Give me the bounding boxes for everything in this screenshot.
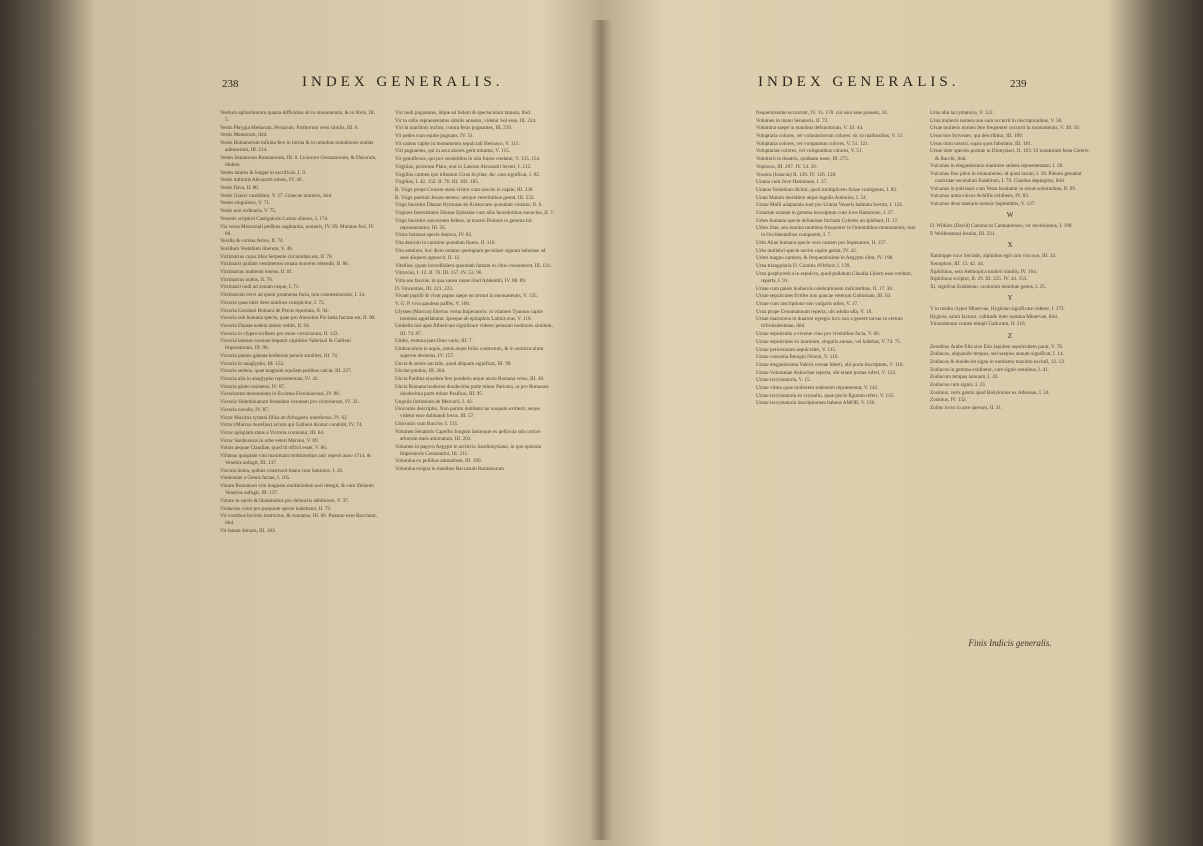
index-entry: Unicornis descriptio, Non parum dubitatur an unquam extiterit, neque videtur esse dubitandi locus, III. 57. (395, 406, 540, 420)
index-entry: Urnae marmorea in duarum egregio loco suo a genere tarvae in certum trifrotisdesimae, ibid. (756, 316, 903, 330)
left-page (70, 40, 590, 830)
index-entry: Vomitorii in theatris, quidnam esset, III. 275. (756, 156, 850, 163)
index-entry: Hygieia, saluti facturo, valtitudo inter nomina Minervae, ibid. (930, 313, 1059, 320)
index-entry: Vir pedes cum equite pugnans, IV. 51. (395, 133, 474, 140)
index-entry: Voluptaria colores, vel voluntariorum colores: sic in marbusibus, V. 51. (756, 133, 904, 140)
index-entry: Umbraculum in aquis, ramis atque foliis contextum, & in semicirculum superne desinens, IV. 157. (395, 345, 544, 360)
index-entry: Victoria in clypeo scribens pro more victoriarum, II. 123. (220, 330, 339, 337)
index-entry: Zodiacus & duodecim signa in numismo maximo exclufi, 12. 13. (930, 359, 1066, 365)
index-entry: D. Vincentius, III. 221. 223. (395, 285, 454, 292)
index-entry: Vestis non ordinaria, V. 75. (220, 208, 277, 215)
left-running-head (70, 74, 590, 96)
index-entry: Urnae sepulcrales ex marmore, singulis aureas, vel habebat, V. 74. 75. (756, 338, 902, 345)
index-entry: Uncia Romana hodierna duodecima parte minor Parisina, ut pro Romanus duodecima parte minor Pasifino, III. 95. (395, 383, 549, 397)
index-entry: Victimarum cervi ad quem juramenta facta, non commemoratur, I. 34. (220, 292, 366, 299)
index-entry: Vestis Graeci candidum, V. 27. Graecae mulieris, ibid. (220, 192, 333, 199)
left-column-1 (220, 110, 380, 536)
index-entry: Victimarius nudus, II. 76. (220, 276, 273, 283)
index-entry: Urnae sepulcrales fictiles non paucae veterum Galloniam, III. 63. (756, 293, 892, 300)
index-entry: Vestes singulares, V. 71. (220, 200, 271, 207)
index-entry: Victor Maxima tyranni filius ab Arbogasto interfectus, IV. 62. (220, 414, 348, 421)
index-entry: Virgilius carmen ipsi tributum Cirus Scyllae, &c. non significat, I. 82. (395, 171, 540, 178)
index-entry: Urnae cum inscriptione non vulgaris stiles, V. 17. (756, 301, 859, 307)
index-entry: Victoria Valentinianum ferandum coronam pro victoriarum, IV. 32. (220, 399, 359, 406)
index-entry: Vestes Senatorum Romanorum, III. 8. Lictorum Germanorum, & Dacorum, ibidem. (220, 154, 377, 169)
index-entry: Xiphilinus scriptor, II. 29. III. 225. IV. 44. 153. (930, 276, 1028, 283)
index-entry: Urbes magno numero, & frequentissime in Aegypto olim, IV. 198. (756, 255, 894, 262)
index-entry: Vopiscus, III. 207. IV. 54. 56. (756, 163, 818, 170)
index-entry: Volumina exigua in manibus Baccarum Romanorum (395, 465, 504, 472)
index-entry: Vir in cello repraesentatus similis annatus, videtur Sol esse, III. 224. (395, 117, 537, 124)
index-entry: Urna prope Cenomannum reperta, ubi adulta olla, V. 18. (756, 308, 873, 315)
index-letter-heading: Y (1007, 293, 1013, 302)
index-entry: Vulcanus fine pileo in monumento, id quod rarum, I. 58. Pileum gestabat caniculae secundum Eusebium, I. 79. Claudus depingitur, ibid. (930, 170, 1082, 184)
index-entry: Vir cantus capite in monumento sepulcrali Hetrusco, V. 115. (395, 140, 520, 147)
index-entry: Urna alia lacrymatoria, V. 122. (930, 110, 994, 116)
index-entry: Voluptariae colores, vel voluptatibus colores, V. 51. (756, 148, 863, 155)
index-entry: P. Wolfenstaud Jesuita, III. 221. (930, 230, 996, 237)
index-entry: Urani Maium meridiem atque Iugulis Aulonius, I. 54. (756, 194, 867, 201)
right-running-head (610, 74, 1130, 96)
index-entry: Vossius (Isaacus) II. 129. IV. 126. 128. (756, 171, 837, 178)
index-entry: Vestis militaris Alexandri nitens, IV. 46. (220, 177, 303, 184)
index-entry: Unguila fortissium de Mercurii, I. 42. (395, 398, 474, 405)
index-entry: Urnae cum paleis hodiernis celebrationem indicantibus, II. 17. 38. (756, 285, 894, 292)
index-entry: Volumina ex pellibus animalium, III. 209. (395, 458, 482, 465)
index-entry: Urna triangularia D. Comitis d'Orford, I. 139. (756, 263, 851, 270)
index-entry: Urnae Volumniae Antiochae reperta, ubi etiam portae inferi, V. 122. (756, 369, 897, 376)
index-entry: Victor Sardicensis in urbe veteri Mersini, V. 89. (220, 437, 319, 444)
index-entry: Vestium aptissimarum quanta difficultas sit in monumentis, & in libris, III. 5. (220, 110, 376, 124)
right-column-1 (756, 110, 916, 408)
index-entry: Urnae sepulcralis a vivente vino pro viventibus facta, V. 66. (756, 331, 880, 338)
index-entry: Volumen in manu Senatoris, II. 72. (756, 117, 829, 124)
index-entry: Vulcanus deus tutelaris mensis Septembris, V. 127. (930, 201, 1036, 208)
index-entry: Vir cornibus bovinis instructus, & cunuatus, III. 86. Panarae esse Bacchum, ibid. (220, 513, 377, 527)
index-entry: Xiphilinus, sera Aethiopica mulieri similis, IV. 164. (930, 268, 1038, 275)
index-entry: Viri nudi pugnantes, idque ad ludum & spectaculum tantum, ibid. (395, 110, 531, 116)
index-entry: Virgilius, pictorum Plato, erat in Lateran Alexandri Severi, I. 212. (395, 163, 532, 170)
index-entry: Victimarii quidam vestimentis ornata muorem obtendit, II. 86. (220, 261, 350, 268)
finis-line: Finis Indicis generalis. (968, 638, 1052, 648)
index-entry: Vivant pupilli & vivat pupus saepe occurrunt in monumentis, V. 135. (395, 293, 538, 300)
index-entry: Ursae mulieris nomen fere frequenter occurrit in monumentis, V. 49. 50. (930, 125, 1080, 132)
index-entry: Vulcanus in elegantissimo marmore sedens repraesentatur, I. 58. (930, 163, 1064, 170)
index-letter-heading: W (1006, 211, 1014, 220)
index-entry: Victoria pennis galeata hodiernis pennis similiter, III. 74. (220, 353, 339, 360)
index-entry: Victoria Dianae eadem tamen reddit, II. 94. (220, 322, 310, 329)
index-entry: Urnae lacrymatoria ex crystallo, quae piscis figuram refert, V. 135. (756, 392, 895, 399)
index-entry: Urnae Mulli adaptanda sunt pro Urania Veneris habitata fuerint, I. 124. (756, 202, 903, 209)
index-entry: Ursus olim orsorii, supra quos fabulatur, III. 181. (930, 140, 1032, 147)
index-entry: Victimarius malleum tenens, II. 81. (220, 269, 294, 276)
index-entry: Viri in machinis inclusi, contra feras pugnantes, III. 239. (395, 125, 513, 132)
index-entry: Victoria laureas coronas imponit capitibus Valeriani & Gallieni Imperatorum, III. 98. (220, 338, 351, 352)
index-entry: Victoria sub humana specie, quae pro Antonino Pio laeta factum est, II. 90. (220, 315, 376, 322)
index-entry: Urnae elegantissima Valerii vernae liberti, ubi porta inscriptum, V. 118. (756, 361, 904, 368)
index-entry: Vestis Phrygia Medorum, Persarum, Parthorum vesti similis, III. 8. (220, 124, 359, 131)
index-entry: B. Virgo puerum Jesum tenens: utrique veterimibus gestat, III. 233. (395, 194, 535, 201)
right-page (610, 40, 1130, 830)
index-entry: Vulcanus in pulvinari cum Vesta locabatur in sexus solemnibus, II. 99. (930, 185, 1077, 192)
index-entry: Villanus quispiam vini maximam multimodum auri reperit anno 1714, & Venetiis aufugit, III. 137. (220, 452, 371, 467)
index-entry: Zosimus, IV. 132. (930, 397, 967, 404)
index-entry: Urna porphyretica in sepulcro, quod pullatum Claudia Liberti esse creditur, reperta, I. 91. (756, 270, 913, 284)
index-entry: Victoria quae inter deos marinos conspicitur, I. 72. (220, 299, 325, 306)
index-entry: D. Wilkins (David) Canonicus Cantuariensis, vir doctissimus, I. 198. (930, 223, 1073, 230)
index-entry: Urnariae notatae in gemma insculptum cum Jove Hammone, I. 37. (756, 209, 895, 216)
index-entry: Vestis flava, II. 80. (220, 185, 260, 192)
left-column-2 (395, 110, 555, 474)
index-entry: Vexillum Vestalium liberum, V. 48. (220, 246, 294, 252)
index-entry: Vitruvius, I. 12. II. 76. III. 157. IV. 53. 96. (395, 270, 483, 277)
left-page-number: 238 (222, 78, 239, 90)
index-entry: Urnae lacrymatoria, V. 15. (756, 377, 811, 384)
index-entry: Zodiacus cum signis, I. 23. (930, 382, 987, 389)
index-entry: Zodiacum tempus annuum, I. 43. (930, 374, 999, 381)
index-entry: Umbo, externa pars fimo varie, III. 7. (395, 338, 473, 345)
index-entry: Vincula lintea, quibus construxit manu cum Saturnus, I. 26. (220, 467, 344, 474)
index-entry: Vindemiae a Gemis factae, I. 165. (220, 475, 291, 482)
right-page-number: 239 (1010, 78, 1027, 90)
index-entry: Virgo facerdos unicornem fedens, ut mortis Dolonis in gemma hic repraesentatur, III. 56. (395, 217, 533, 231)
index-entry: Victoriarum monumenta in Ecclesia Flaviniacensi, IV. 86. (220, 391, 341, 398)
index-entry: Virgilius, I. 42. 152. II. 76. III. 182. 185. (395, 179, 480, 186)
index-entry: Vinum Romanum vim magnam multimodum auri detegit, & cum ifielanto Venerias aufugit, III. 137. (220, 483, 374, 497)
index-entry: Volumina saepe in manibus defunctorum, V. 43. 44. (756, 125, 864, 132)
index-entry: Uncia & semis uncialis, quod aliquam significat, III. 99. (395, 360, 512, 367)
index-entry: Vulcanus arma cuicos Achillis exhibens, IV. 83. (930, 193, 1030, 200)
index-entry: Zosimus, veris gentis apud Babylonios ex Atheniae, I. 24. (930, 389, 1050, 396)
index-entry: frequentissime occurrunt, IV. 15. 170. cui usui esse possent, 34. (756, 110, 889, 116)
index-entry: Victimarius cujus tibia Serpente circumdata est, II. 78. (220, 253, 333, 260)
index-entry: Urnae cineraria Benigni Nionni, V. 116. (756, 354, 839, 361)
index-entry: Uncia Pardina ejusdem fere ponderis atque uncia Romana vetus, III. 40. (395, 376, 545, 383)
index-entry: Ulysses (Marcus) libertus verna Imperatoris: in vilamen Tyanum capite nominat appellabatur. Ipseque ab epitaphiis Latinis erat, V. 118. (395, 308, 543, 322)
index-entry: Urbes illae, seu marina multiens frequenter in Orientalibus monumentis, tum in Occidentalibus comparent, I. 7. (756, 225, 916, 239)
index-entry: Voluptaria colores, vel voluptatum colores, V. 51. 121. (756, 140, 869, 147)
index-entry: Volumen Senatoris Capellio Iongum latumque ex pellicula sub cortice arborum meis adornatum, III. 203. (395, 428, 541, 442)
index-entry: Zodiacus in gemma exhibetur, cum signis omnibus, I. 41. (930, 366, 1050, 373)
index-entry: Vestes talares & longae in sacrificiis, I. 9. (220, 169, 307, 176)
index-entry: Victoria sedens, quae magnum aquilam pedibus calcat, III. 227. (220, 368, 352, 375)
right-column-2 (930, 110, 1090, 413)
index-entry: Vestis Mantorum, ibid. (220, 132, 268, 139)
index-entry: Vetustis scriptori Castigatorio Latino alienus, I. 174. (220, 215, 329, 222)
left-running-title: INDEX GENERALIS. (302, 74, 504, 90)
index-entry: Zenobius Arabe filia sive Ezis lapidem sepulcralem parat, V. 70. (930, 343, 1064, 350)
index-entry: Vir genuflexus, qui pro vendeiibus in ulla fuisse credatur, V. 135. 154. (395, 156, 541, 163)
index-entry: Virgo facerdos Dianae Hymniae ab Aristocrate quondam violatur, II. 6. (395, 202, 543, 209)
index-entry: Victor quispiam stans a Victoria coronatur, III. 64. (220, 429, 325, 436)
index-entry: Urna mulieris nomen non sum occurrit in inscriptionibus, V. 50. (930, 117, 1063, 124)
index-entry: Vitta seu fasciae, in qua sanea vasae illud Aridentiti, IV. 88. 89. (395, 277, 527, 284)
index-entry: Violaceus color pro purpurae specie habebatur, II. 79. (220, 505, 332, 512)
index-entry: Ymundonum cumen templi Gallorum, II. 218. (930, 321, 1026, 328)
index-entry: Unciae pondus, III. 204. (395, 368, 446, 375)
index-entry: Unicornis cum Baccho, I. 135. (395, 421, 459, 428)
index-entry: Urbes humana specie delineatae formam Cybeles accipiebant, II. 17. (756, 217, 899, 224)
index-entry: Volumen in papyro Aegypti in archivio Sandionysiano, in quo epistula Imperatoris Constantini, III. 211. (395, 443, 541, 457)
index-entry: Urania cum Jove Hammone, I. 37. (756, 179, 828, 186)
index-entry: Ursae inter species positae in Dionysiaci, II. 103. Ut notaturum festa Cereris & Bacchi, ibid. (930, 148, 1089, 162)
index-entry: Y in medio clypei Minervae, Hygieian significare videtur, I. 172. (930, 306, 1065, 313)
index-entry: Victoria globo insistens, IV. 87. (220, 383, 286, 390)
right-running-title: INDEX GENERALIS. (758, 74, 960, 90)
index-entry: Vita deorum in carmine quondam finem, II. 110. (395, 240, 496, 247)
index-entry: Victimarii nudi ad zonam usque, I. 71. (220, 284, 300, 291)
index-letter-heading: X (1007, 241, 1013, 250)
index-entry: Vir lanam donans, III. 183. (220, 528, 277, 535)
index-entry: V. G. P. viva gaudens paffes, V. 100. (395, 301, 471, 307)
index-entry: Xanthippe uxor Socratis, alpinibus egit cum viro suo, III. 33. (930, 253, 1057, 260)
index-entry: Xi, signifcat Eulabeian, oculorum mentitae genus, I. 35. (930, 283, 1047, 290)
index-entry: Vita omnium, hoc dicto notatur quempiam peculiare signum hebuisse ad sese aliquem agnoscit, II. 12. (395, 247, 546, 261)
index-entry: Via verus Mercuriali pedibus sagittantia, numeris, IV. 89. Mutatae furi, IV. 88. (220, 223, 375, 237)
index-entry: Uranus Vestalium dicitur, quod multiplicem fuisse contiguum, I. 82. (756, 186, 898, 193)
index-entry: B. Virgo prope Crucem stans visitur cum sanctis in capite, III. 230. (395, 186, 534, 193)
index-entry: Victor (Marcus Aurelius) arcum qui Gallieni dicatur condidit, IV. 74. (220, 422, 363, 429)
index-entry: Xenophon, III. 13. 42. 44. (930, 260, 985, 267)
index-entry: Virgines facerdotales Dianae Ephesiae cum aliis facerdotibus eunuchis, II. 7. (395, 209, 555, 216)
index-entry: Victoria in anaglypho, III. 152. (220, 360, 285, 367)
index-letter-heading: Z (1007, 331, 1013, 340)
index-entry: Urnae lacrymatoria inscriptionem habens AMOR, V. 136. (756, 400, 876, 407)
index-entry: Urnae vitrea quae mulierem sedentem repraesentat, V. 142. (756, 384, 879, 391)
index-entry: Urbs moliebri specie navim capite gestat, IV. 42. (756, 247, 858, 254)
index-entry: Zodiacus, aliquando tempus, sed saepius annum significat, I. 14. (930, 351, 1064, 358)
book-gutter (590, 20, 612, 840)
index-entry: Umbella nisi aput Albericum significare videtur petasum hodiernis similem, III. 74. 87. (395, 323, 553, 337)
index-entry: Viri pugnantes, qui in arca abores gerit nituntur, V. 115. (395, 148, 511, 155)
index-entry: Vinum in sacris & libaminibus pro defunctis adhibitum, V. 37. (220, 497, 350, 504)
index-entry: Victoria navalis, IV. 87. (220, 406, 270, 413)
index-entry: Victoria alia in anaglypho repraesentata, IV. 42. (220, 376, 319, 383)
index-entry: Zoilus locus in arte operum, II. 31. (930, 405, 1003, 412)
index-entry: Ursus bos Sylvester, qui describitur, III. 189. (930, 133, 1023, 140)
index-entry: Vitellius, quam incredibilem quondam famam in cibis consumeret, III. 121. (395, 262, 552, 269)
index-entry: Virtus humana specie depicta, IV. 82. (395, 232, 473, 239)
index-entry: Viduis aequae Claudiae, quod id officii esset, V. 86. (220, 445, 328, 452)
index-entry: Victoria Gordiani Romani de Persis reportata, II. 94. (220, 307, 329, 314)
index-entry: Urbs Aliae humana specie vera cautem pro Imperatore, II. 157. (756, 240, 887, 247)
index-entry: Vestis Romanorum infinita fere in forma & in omnibus mutationes multas admiserunt, III. 214. (220, 140, 374, 154)
index-entry: Vexilla & cornua ferrea, II. 74. (220, 238, 284, 245)
index-entry: Urnae poticerarum sepulcrales, V. 115. (756, 346, 837, 353)
